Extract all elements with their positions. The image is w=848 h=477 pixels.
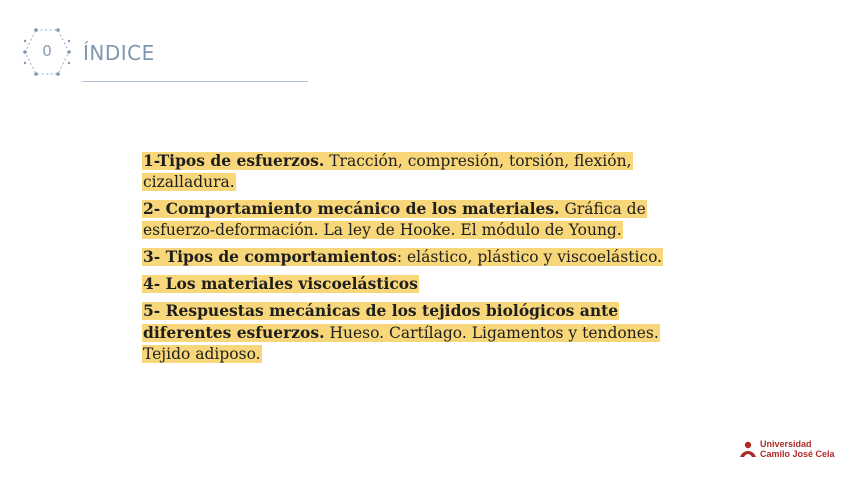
university-logo-icon [738,440,758,460]
index-item-1 [142,150,707,193]
index-item-1-heading: 1-Tipos de esfuerzos. [143,151,325,170]
section-number: 0 [42,42,52,60]
index-item-4 [142,273,707,295]
index-item-2-text: Gráfica de esfuerzo-deformación. La ley de Hooke. El módulo de Young. [143,200,646,239]
index-list [142,150,707,370]
index-item-4-heading: 4- Los materiales viscoelásticos [143,274,418,293]
index-item-2-heading: 2- Comportamiento mecánico de los materiales. [143,199,560,218]
logo-line-1: Universidad [760,439,812,449]
title-underline [82,81,308,82]
page-title: ÍNDICE [83,41,155,65]
university-logo [738,438,835,462]
index-item-2 [142,198,707,241]
index-item-3 [142,246,707,268]
index-item-5-heading: 5- Respuestas mecánicas de los tejidos biológicos ante diferentes esfuerzos. [143,301,619,342]
index-item-5-text: Hueso. Cartílago. Ligamentos y tendones. Tejido adiposo. [143,324,659,363]
index-item-3-text: : elástico, plástico y viscoelástico. [396,248,663,266]
index-item-5 [142,300,707,365]
logo-line-2: Camilo José Cela [760,449,835,459]
index-item-1-text: Tracción, compresión, torsión, flexión, cizalladura. [143,152,632,191]
index-item-3-heading: 3- Tipos de comportamientos [143,247,397,266]
